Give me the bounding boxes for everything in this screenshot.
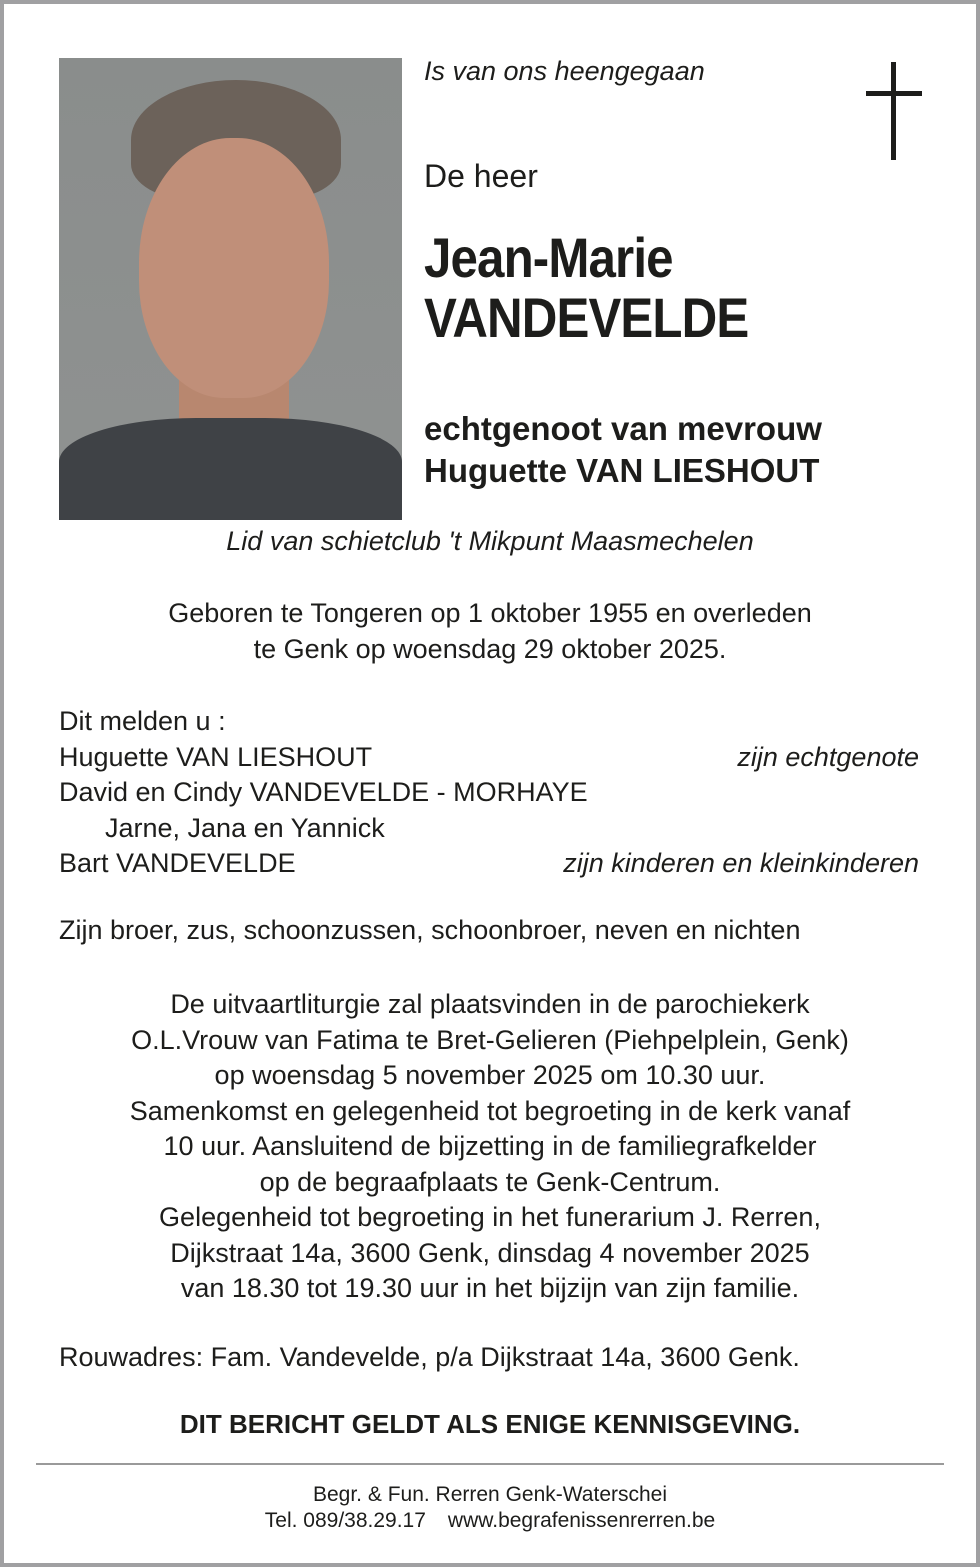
funeral-line: Gelegenheid tot begroeting in het funerarium J. Rerren, [159, 1202, 821, 1232]
extended-family: Zijn broer, zus, schoonzussen, schoonbroer, neven en nichten [59, 915, 801, 945]
first-name: Jean-Marie [424, 226, 673, 289]
list-item [59, 775, 919, 811]
announcer-name: Huguette VAN LIESHOUT [59, 741, 373, 772]
club-membership: Lid van schietclub 't Mikpunt Maasmechelen [226, 526, 754, 556]
list-item [59, 811, 919, 847]
announcer-relation: zijn kinderen en kleinkinderen [563, 848, 919, 878]
spouse-line-1: echtgenoot van mevrouw [424, 410, 822, 447]
funeral-home-phone: Tel. 089/38.29.17 [264, 1509, 426, 1532]
announcers-list [59, 704, 919, 882]
deceased-name [424, 228, 748, 348]
cross-icon [866, 62, 922, 160]
birth-death-info [4, 596, 976, 667]
announcers-heading: Dit melden u : [59, 706, 226, 736]
funeral-line: van 18.30 tot 19.30 uur in het bijzijn van zijn familie. [180, 1273, 800, 1303]
honorific: De heer [424, 158, 538, 194]
list-item [59, 846, 919, 882]
funeral-line: op de begraafplaats te Genk-Centrum. [259, 1166, 721, 1197]
funeral-line: 10 uur. Aansluitend de bijzetting in de familiegrafkelder [163, 1131, 817, 1161]
funeral-line: Dijkstraat 14a, 3600 Genk, dinsdag 4 november 2025 [170, 1237, 810, 1268]
announcer-name: Bart VANDEVELDE [59, 848, 296, 878]
announcer-name: Jarne, Jana en Yannick [105, 812, 385, 843]
born-line: te Genk op woensdag 29 oktober 2025. [253, 633, 727, 664]
obituary-card [4, 4, 976, 1563]
final-notice: DIT BERICHT GELDT ALS ENIGE KENNISGEVING. [179, 1409, 801, 1439]
mourning-address: Rouwadres: Fam. Vandevelde, p/a Dijkstraat 14a, 3600 Genk. [59, 1342, 800, 1372]
spouse-info [424, 408, 822, 492]
last-name: VANDEVELDE [424, 286, 749, 349]
list-item [59, 740, 919, 776]
spouse-line-2: Huguette VAN LIESHOUT [424, 452, 820, 489]
funeral-line: De uitvaartliturgie zal plaatsvinden in de parochiekerk [170, 989, 810, 1019]
funeral-home-name: Begr. & Fun. Rerren Genk-Waterschei [312, 1483, 668, 1506]
funeral-line: op woensdag 5 november 2025 om 10.30 uur. [214, 1060, 766, 1090]
portrait-photo [59, 58, 402, 520]
born-line: Geboren te Tongeren op 1 oktober 1955 en overleden [168, 598, 812, 628]
intro-text: Is van ons heengegaan [424, 56, 705, 86]
announcer-name: David en Cindy VANDEVELDE - MORHAYE [59, 777, 588, 807]
funeral-line: Samenkomst en gelegenheid tot begroeting in de kerk vanaf [129, 1095, 851, 1126]
announcer-relation: zijn echtgenote [737, 741, 919, 772]
funeral-line: O.L.Vrouw van Fatima te Bret-Gelieren (Piehpelplein, Genk) [131, 1024, 849, 1055]
funeral-home-footer [4, 1482, 976, 1534]
funeral-details [4, 987, 976, 1307]
divider [36, 1463, 944, 1465]
funeral-home-website[interactable]: www.begrafenissenrerren.be [447, 1509, 716, 1532]
